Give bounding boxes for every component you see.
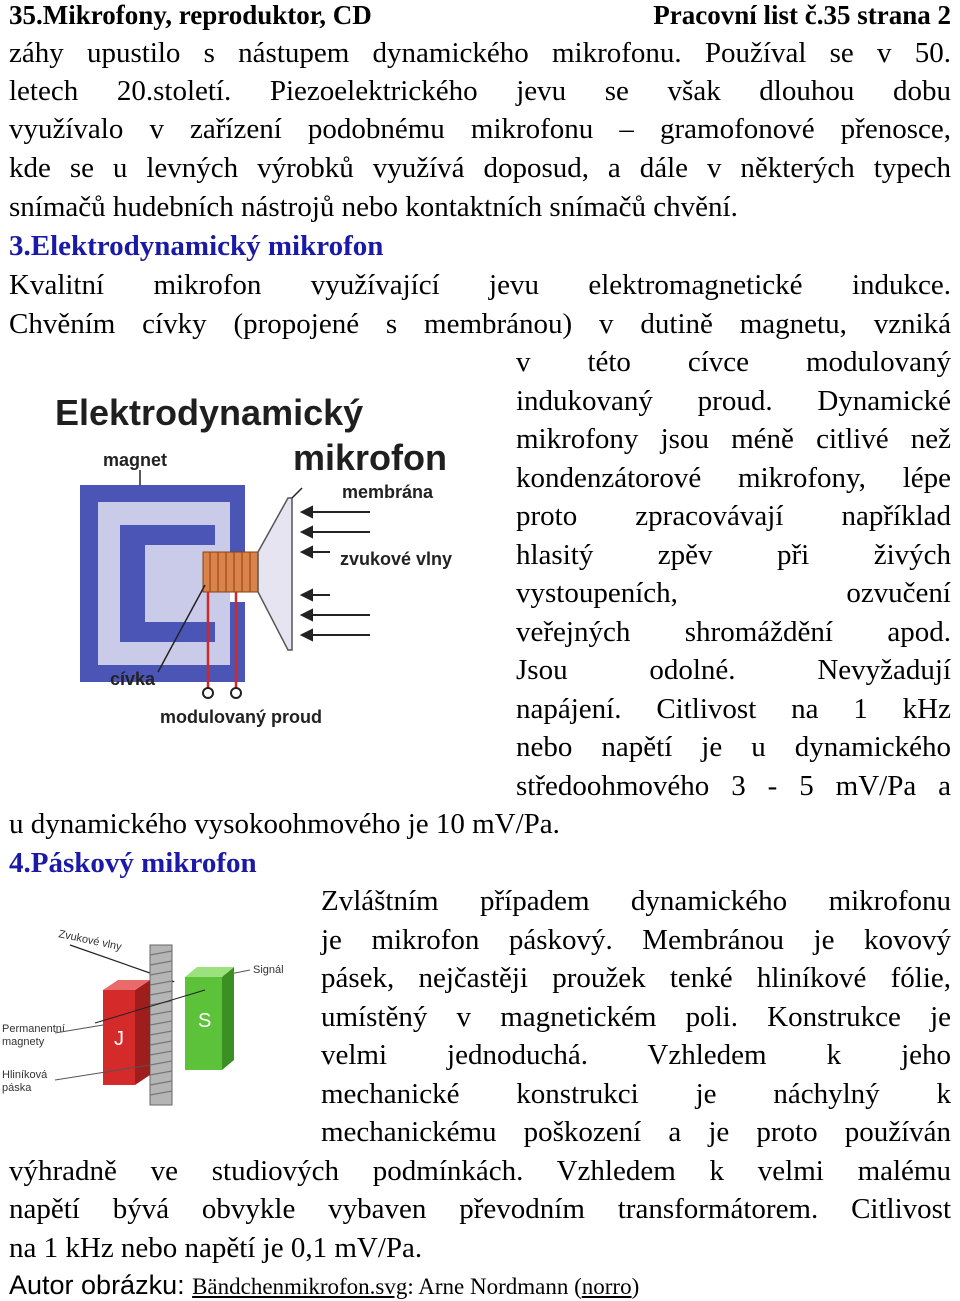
credit-file-link[interactable]: Bändchenmikrofon.svg bbox=[192, 1274, 408, 1299]
label-permanent-magnets-2: magnety bbox=[2, 1036, 45, 1048]
intro-line: záhy upustilo s nástupem dynamického mikrofonu. Používal se v 50. bbox=[9, 37, 951, 69]
column-line: velmi jednoduchá. Vzhledem k jeho bbox=[321, 1039, 951, 1071]
green-magnet-side bbox=[222, 967, 234, 1070]
magnet-front-bottom bbox=[230, 602, 245, 642]
dynamic-microphone-diagram bbox=[40, 380, 480, 730]
membrane-leader-line bbox=[292, 488, 302, 498]
sound-wave-arrows bbox=[302, 507, 370, 640]
section3-closing-line: u dynamického vysokoohmového je 10 mV/Pa. bbox=[9, 808, 560, 840]
membrane-cone bbox=[258, 498, 292, 650]
label-signal: Signál bbox=[253, 964, 284, 976]
worksheet-page-label: Pracovní list č.35 strana 2 bbox=[653, 0, 951, 30]
section3-line: Kvalitní mikrofon využívající jevu elektromagnetické indukce. bbox=[9, 269, 951, 301]
column-line: proto zpracovávají například bbox=[516, 500, 951, 532]
label-modulovany-proud: modulovaný proud bbox=[160, 707, 322, 727]
terminal-right bbox=[231, 688, 241, 698]
credit-author-link[interactable]: norro bbox=[581, 1274, 632, 1299]
credit-prefix: Autor obrázku: bbox=[9, 1270, 193, 1300]
column-line: nebo napětí je u dynamického bbox=[516, 731, 951, 763]
label-aluminium-ribbon-1: Hliníková bbox=[2, 1069, 48, 1081]
image-credit bbox=[9, 1270, 639, 1301]
label-civka: cívka bbox=[110, 669, 156, 689]
column-line: středoohmového 3 - 5 mV/Pa a bbox=[516, 769, 951, 802]
column-line: veřejných shromáždění apod. bbox=[516, 615, 951, 648]
intro-line: letech 20.století. Piezoelektrického jevu se však dlouhou dobu bbox=[9, 75, 951, 107]
column-line: umístěný v magnetickém poli. Konstrukce je bbox=[321, 1000, 951, 1033]
pole-s: S bbox=[198, 1010, 212, 1032]
column-line: hlasitý zpěv při živých bbox=[516, 538, 951, 571]
column-line: pásek, nejčastěji proužek tenké hliníkové fólie, bbox=[321, 962, 951, 994]
column-line: mechanické konstrukci je náchylný k bbox=[321, 1077, 951, 1110]
label-zvukove-vlny: zvukové vlny bbox=[340, 549, 453, 569]
intro-line: využívalo v zařízení podobnému mikrofonu – gramofonové přenosce, bbox=[9, 113, 951, 145]
red-magnet-side bbox=[135, 980, 150, 1085]
column-line: Zvláštním případem dynamického mikrofonu bbox=[321, 885, 951, 917]
column-line: napájení. Citlivost na 1 kHz bbox=[516, 692, 951, 725]
section4-column-text bbox=[321, 882, 951, 1152]
figure-title-line2: mikrofon bbox=[293, 437, 448, 478]
ribbon-microphone-diagram bbox=[0, 915, 300, 1115]
pole-j: J bbox=[114, 1028, 124, 1050]
worksheet-topic: 35.Mikrofony, reproduktor, CD bbox=[9, 0, 372, 30]
section3-column-text bbox=[516, 343, 951, 805]
section4-line: výhradně ve studiových podmínkách. Vzhledem k velmi malému bbox=[9, 1155, 951, 1187]
figure-title-line1: Elektrodynamický bbox=[55, 392, 364, 433]
intro-line: kde se u levných výrobků využívá doposud, a dále v některých typech bbox=[9, 152, 951, 184]
label-permanent-magnets-1: Permanentní bbox=[2, 1023, 65, 1035]
column-line: indukovaný proud. Dynamické bbox=[516, 384, 951, 417]
intro-line: snímačů hudebních nástrojů nebo kontaktních snímačů chvění. bbox=[9, 191, 738, 223]
credit-suffix: ) bbox=[631, 1274, 640, 1299]
terminal-left bbox=[203, 688, 213, 698]
label-magnet: magnet bbox=[103, 450, 168, 470]
section-heading-elektrodynamicky: 3.Elektrodynamický mikrofon bbox=[9, 230, 384, 262]
section3-line: Chvěním cívky (propojené s membránou) v dutině magnetu, vzniká bbox=[9, 308, 951, 340]
column-line: vystoupeních, ozvučení bbox=[516, 577, 951, 609]
column-line: v této cívce modulovaný bbox=[516, 346, 951, 378]
column-line: Jsou odolné. Nevyžadují bbox=[516, 654, 951, 686]
label-membrana: membrána bbox=[342, 482, 434, 502]
section4-line: napětí bývá obvykle vybaven převodním transformátorem. Citlivost bbox=[9, 1193, 951, 1225]
label-aluminium-ribbon-2: páska bbox=[2, 1082, 32, 1094]
column-line: kondenzátorové mikrofony, lépe bbox=[516, 461, 951, 494]
column-line: je mikrofon páskový. Membránou je kovový bbox=[321, 923, 951, 956]
section4-line: na 1 kHz nebo napětí je 0,1 mV/Pa. bbox=[9, 1232, 423, 1264]
credit-author-text: : Arne Nordmann ( bbox=[407, 1274, 582, 1299]
page-header bbox=[9, 0, 951, 34]
column-line: mechanickému poškození a je proto používán bbox=[321, 1116, 951, 1148]
label-zvukove-vlny-ribbon: Zvukové vlny bbox=[57, 928, 123, 954]
column-line: mikrofony jsou méně citlivé než bbox=[516, 423, 951, 455]
section-heading-paskovy: 4.Páskový mikrofon bbox=[9, 847, 257, 879]
